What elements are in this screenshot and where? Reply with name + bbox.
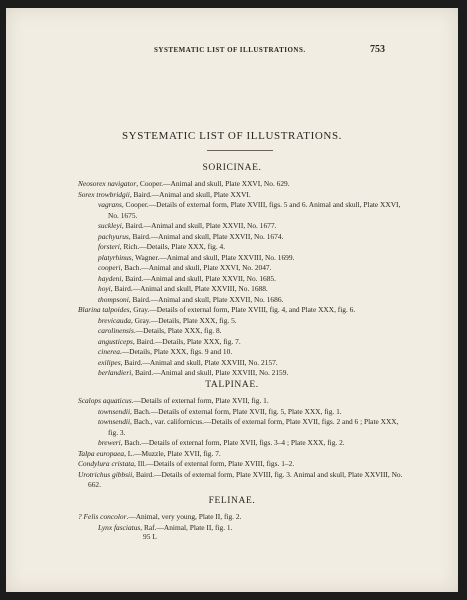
list-entry bbox=[78, 190, 406, 201]
entry-text: , Baird.—Details of external form, Plate XVIII, fig. 3. Animal and skull, Plate XXVIII, No. 662. bbox=[88, 469, 403, 489]
entry-text: , Bach.—Animal and skull, Plate XXVI, No. 2047. bbox=[120, 263, 272, 272]
entry-text: , Baird.—Animal and skull, Plate XXVII, No. 1685. bbox=[121, 273, 276, 283]
species-name: platyrhinus bbox=[98, 252, 132, 262]
entry-text: .—Details, Plate XXX, figs. 9 and 10. bbox=[119, 347, 233, 356]
species-name: haydeni bbox=[98, 273, 122, 283]
list-entry bbox=[78, 459, 406, 470]
entry-text: , Baird.—Animal and skull, Plate XXVII, No. 1674. bbox=[128, 231, 284, 241]
entry-text: , Baird.—Animal and skull, Plate XXVIII, No. 2159. bbox=[131, 368, 289, 377]
book-page bbox=[6, 8, 458, 592]
entry-text: , Ill.—Details of external form, Plate XVIII, figs. 1–2. bbox=[134, 459, 295, 468]
list-entry bbox=[78, 396, 406, 407]
list-entry bbox=[78, 523, 406, 534]
species-name: Blarina talpoides bbox=[78, 305, 130, 314]
species-name: exilipes bbox=[98, 357, 121, 367]
list-entry bbox=[78, 179, 406, 190]
list-entry bbox=[78, 263, 406, 274]
list-entry bbox=[78, 284, 406, 295]
species-name: thompsoni bbox=[98, 294, 129, 304]
entry-text: , Baird.—Animal and skull, Plate XXVIII, No. 2157. bbox=[120, 357, 278, 367]
list-entry bbox=[78, 295, 406, 306]
section-entries-soricinae bbox=[78, 179, 406, 379]
list-entry bbox=[78, 232, 406, 243]
species-name: townsendii bbox=[98, 406, 131, 416]
list-entry bbox=[78, 407, 406, 418]
species-name: Urotrichus gibbsii bbox=[78, 469, 133, 479]
entry-text: , Cooper.—Details of external form, Plate XVIII, figs. 5 and 6. Animal and skull, Plate XXVI, No. 1675. bbox=[108, 200, 401, 220]
section-heading-talpinae: TALPINAE. bbox=[205, 380, 259, 390]
entry-text: , Rich.—Details, Plate XXX, fig. 4. bbox=[119, 242, 226, 251]
list-entry bbox=[78, 326, 406, 337]
species-name: Condylura cristata bbox=[78, 459, 135, 468]
species-name: cooperi bbox=[98, 263, 121, 272]
entry-text: , Gray.—Details of external form, Plate XVIII, fig. 4, and Plate XXX, fig. 6. bbox=[129, 305, 356, 314]
list-entry bbox=[78, 449, 406, 460]
list-entry bbox=[78, 253, 406, 264]
list-entry bbox=[78, 470, 406, 491]
list-entry bbox=[78, 337, 406, 348]
list-entry bbox=[78, 347, 406, 358]
entry-text: , Bach.—Details of external form, Plate XVII, figs. 3–4 ; Plate XXX, fig. 2. bbox=[120, 438, 345, 447]
entry-text: , Baird.—Animal and skull, Plate XXVIII, No. 1688. bbox=[110, 284, 268, 293]
section-entries-talpinae bbox=[78, 396, 406, 491]
list-entry bbox=[78, 512, 406, 523]
section-heading-felinae: FELINAE. bbox=[208, 496, 256, 506]
list-entry bbox=[78, 305, 406, 316]
entry-text: .—Animal, very young, Plate II, fig. 2. bbox=[126, 512, 242, 521]
entry-text: , Baird.—Details, Plate XXX, fig. 7. bbox=[132, 336, 241, 346]
list-entry bbox=[78, 358, 406, 369]
species-name: breweri bbox=[98, 438, 121, 447]
species-name: townsendii bbox=[98, 417, 131, 426]
species-name: berlandieri bbox=[98, 368, 132, 377]
list-entry bbox=[78, 274, 406, 285]
list-entry bbox=[78, 200, 406, 221]
entry-text: , Cooper.—Animal and skull, Plate XXVI, No. 629. bbox=[136, 179, 290, 188]
species-name: Sorex trowbridgii bbox=[78, 189, 130, 199]
entry-text: , Bach., var. californicus.—Details of external form, Plate XVII, figs. 2 and 6 ; Plate XXX, fig. 3. bbox=[108, 417, 399, 437]
section-heading-soricinae: SORICINAE. bbox=[202, 163, 262, 173]
species-name: Scalops aquaticus bbox=[78, 396, 132, 405]
running-title: SYSTEMATIC LIST OF ILLUSTRATIONS. bbox=[154, 46, 306, 54]
entry-text: , Gray.—Details, Plate XXX, fig. 5. bbox=[130, 315, 237, 325]
list-entry bbox=[78, 242, 406, 253]
entry-text: , L.—Muzzle, Plate XVII, fig. 7. bbox=[124, 448, 221, 458]
entry-text: , Baird.—Animal and skull, Plate XXVII, No. 1677. bbox=[121, 221, 277, 230]
entry-text: , Baird.—Animal and skull, Plate XXVI. bbox=[129, 189, 251, 199]
species-name: hoyi bbox=[98, 284, 111, 293]
page-title: SYSTEMATIC LIST OF ILLUSTRATIONS. bbox=[121, 130, 343, 142]
species-name: suckleyi bbox=[98, 221, 122, 230]
species-name: angusticeps bbox=[98, 336, 133, 346]
entry-text: , Raf.—Animal, Plate II, fig. 1. bbox=[140, 522, 233, 532]
species-name: Talpa europaea bbox=[78, 448, 125, 458]
species-name: cinerea bbox=[98, 347, 120, 356]
running-head bbox=[6, 46, 458, 60]
entry-text: , Wagner.—Animal and skull, Plate XXVIII, No. 1699. bbox=[131, 252, 295, 262]
list-entry bbox=[78, 417, 406, 438]
species-name: Neosorex navigator bbox=[78, 179, 137, 188]
section-entries-felinae bbox=[78, 512, 406, 533]
species-name: forsteri bbox=[98, 242, 120, 251]
species-name: brevicauda bbox=[98, 315, 131, 325]
entry-text: , Baird.—Animal and skull, Plate XXVII, No. 1686. bbox=[128, 294, 284, 304]
species-name: vagrans bbox=[98, 200, 122, 209]
list-entry bbox=[78, 368, 406, 379]
entry-text: , Bach.—Details of external form, Plate XVII, fig. 5, Plate XXX, fig. 1. bbox=[130, 406, 342, 416]
species-name: Lynx fasciatus bbox=[98, 522, 141, 532]
page-number: 753 bbox=[370, 44, 385, 55]
species-name: pachyurus bbox=[98, 231, 129, 241]
species-name: ? Felis concolor bbox=[78, 512, 127, 521]
species-name: carolinensis bbox=[98, 326, 134, 335]
list-entry bbox=[78, 438, 406, 449]
title-rule bbox=[207, 150, 273, 151]
entry-text: .—Details, Plate XXX, fig. 8. bbox=[133, 326, 222, 335]
list-entry bbox=[78, 221, 406, 232]
printer-signature: 95 L bbox=[143, 532, 157, 541]
list-entry bbox=[78, 316, 406, 327]
entry-text: .—Details of external form, Plate XVII, fig. 1. bbox=[131, 396, 269, 405]
